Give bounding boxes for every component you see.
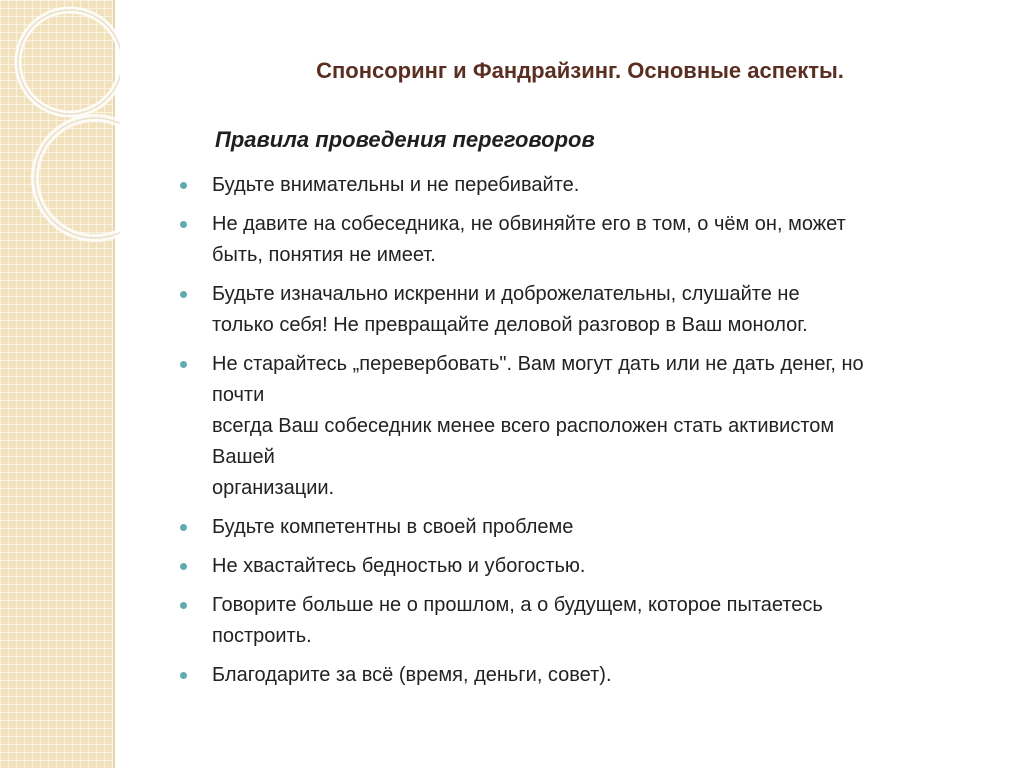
bullet-item xyxy=(180,551,1000,582)
bullet-item xyxy=(180,170,1000,201)
bullet-item xyxy=(180,209,1000,271)
bullet-text-line: Не давите на собеседника, не обвиняйте его в том, о чём он, может xyxy=(212,213,846,235)
bullet-text-line: Не старайтесь „перевербовать". Вам могут дать или не дать денег, но xyxy=(212,353,864,375)
bullet-dot-icon xyxy=(180,182,187,189)
bullet-text-line: всегда Ваш собеседник менее всего расположен стать активистом xyxy=(212,415,835,437)
bullet-text-line: построить. xyxy=(212,625,312,647)
slide-subtitle: Правила проведения переговоров xyxy=(215,127,595,152)
bullet-dot-icon xyxy=(180,361,187,368)
bullet-item xyxy=(180,279,1000,341)
bullet-list xyxy=(180,170,1000,699)
bullet-text-line: только себя! Не превращайте деловой разговор в Ваш монолог. xyxy=(212,314,808,336)
bullet-item xyxy=(180,660,1000,691)
bullet-text-line: Вашей xyxy=(212,446,275,468)
bullet-dot-icon xyxy=(180,672,187,679)
bullet-item xyxy=(180,590,1000,652)
bullet-item xyxy=(180,512,1000,543)
bullet-text-line: почти xyxy=(212,384,265,406)
bullet-item xyxy=(180,349,1000,504)
bullet-text-line: быть, понятия не имеет. xyxy=(212,244,436,266)
bullet-text-line: Благодарите за всё (время, деньги, совет). xyxy=(212,664,612,686)
slide-title: Спонсоринг и Фандрайзинг. Основные аспекты. xyxy=(316,58,844,83)
bullet-dot-icon xyxy=(180,524,187,531)
decorative-ring-bottom xyxy=(0,100,120,260)
bullet-dot-icon xyxy=(180,221,187,228)
bullet-text-line: Будьте изначально искренни и доброжелательны, слушайте не xyxy=(212,283,800,305)
bullet-text-line: Говорите больше не о прошлом, а о будущем, которое пытаетесь xyxy=(212,594,823,616)
bullet-text-line: Не хвастайтесь бедностью и убогостью. xyxy=(212,555,586,577)
bullet-dot-icon xyxy=(180,602,187,609)
bullet-text-line: Будьте внимательны и не перебивайте. xyxy=(212,174,580,196)
bullet-text-line: организации. xyxy=(212,477,335,499)
bullet-dot-icon xyxy=(180,291,187,298)
bullet-text-line: Будьте компетентны в своей проблеме xyxy=(212,516,574,538)
bullet-dot-icon xyxy=(180,563,187,570)
